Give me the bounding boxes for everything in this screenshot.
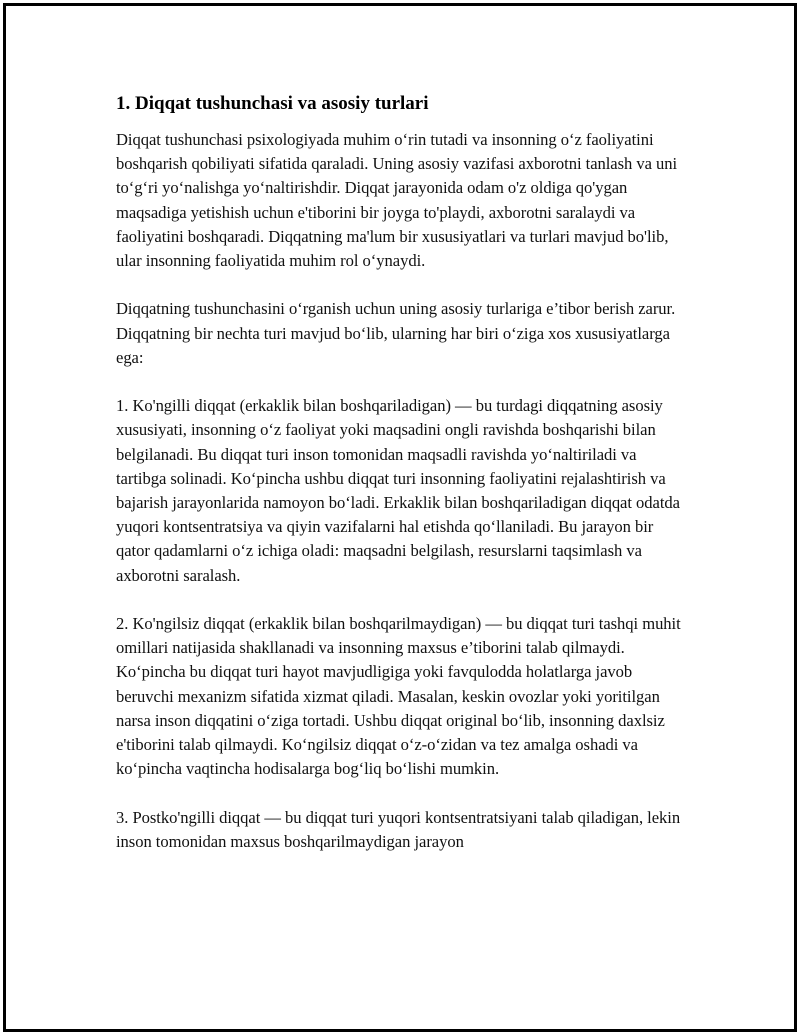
paragraph-types-overview: Diqqatning tushunchasini o‘rganish uchun uning asosiy turlariga e’tibor berish zarur. Diqqatning bir nechta turi mavjud bo‘lib, ularning har biri o‘ziga xos xususiyatlarga ega: bbox=[116, 299, 676, 367]
section-heading: 1. Diqqat tushunchasi va asosiy turlari bbox=[116, 93, 429, 114]
paragraph-post-voluntary-attention: 3. Postko'ngilli diqqat — bu diqqat turi yuqori kontsentratsiyani talab qiladigan, lekin inson tomonidan maxsus boshqarilmaydigan jarayon bbox=[116, 807, 681, 851]
paragraph-voluntary-attention: 1. Ko'ngilli diqqat (erkaklik bilan boshqariladigan) — bu turdagi diqqatning asosiy xususiyati, insonning o‘z faoliyat yoki maqsadini ongli ravishda boshqarishi bilan belgilanadi. Bu diqqat turi inson tomonidan maqsadli ravishda yo‘naltiriladi va tartibga solinadi. Ko‘pincha ushbu diqqat turi insonning faoliyatini rejalashtirish va bajarish jarayonlarida namoyon bo‘ladi. Erkaklik bilan boshqariladigan diqqat odatda yuqori kontsentratsiya va qiyin vazifalarni hal etishda qo‘llaniladi. Bu jarayon bir qator qadamlarni o‘z ichiga oladi: maqsadni belgilash, resurslarni taqsimlash va axborotni saralash. bbox=[116, 396, 680, 585]
document-body bbox=[116, 90, 686, 878]
paragraph-involuntary-attention: 2. Ko'ngilsiz diqqat (erkaklik bilan boshqarilmaydigan) — bu diqqat turi tashqi muhit omillari natijasida shakllanadi va insonning maxsus e’tiborini talab qilmaydi. Ko‘pincha bu diqqat turi hayot mavjudligiga yoki favqulodda holatlarga javob beruvchi mexanizm sifatida xizmat qiladi. Masalan, keskin ovozlar yoki yoritilgan narsa inson diqqatini o‘ziga tortadi. Ushbu diqqat original bo‘lib, insonning daxlsiz e'tiborini talab qilmaydi. Ko‘ngilsiz diqqat o‘z-o‘zidan va tez amalga oshadi va ko‘pincha vaqtincha hodisalarga bog‘liq bo‘lishi mumkin. bbox=[116, 614, 681, 779]
paragraph-intro: Diqqat tushunchasi psixologiyada muhim o‘rin tutadi va insonning o‘z faoliyatini boshqarish qobiliyati sifatida qaraladi. Uning asosiy vazifasi axborotni tanlash va uni to‘g‘ri yo‘nalishga yo‘naltirishdir. Diqqat jarayonida odam o'z oldiga qo'ygan maqsadiga yetishish uchun e'tiborini bir joyga to'playdi, axborotni saralaydi va faoliyatini boshqaradi. Diqqatning ma'lum bir xususiyatlari va turlari mavjud bo'lib, ular insonning faoliyatida muhim rol o‘ynaydi. bbox=[116, 130, 678, 271]
